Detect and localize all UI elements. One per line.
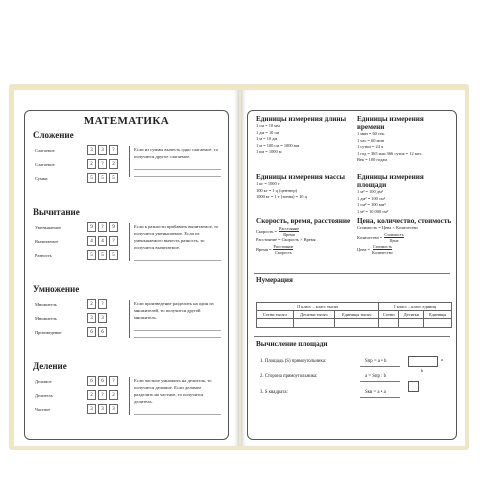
rule-text: Если произведение разделить на один из множителей, то получится другой множитель. bbox=[134, 301, 214, 320]
unit-line: 1 м = 10 дм bbox=[256, 136, 278, 142]
section-time-units bbox=[357, 115, 452, 164]
area-item-formula: Sкв = a • a bbox=[365, 390, 386, 395]
section-heading: Единицы измерения массы bbox=[256, 173, 346, 181]
numerator: Стоимость bbox=[372, 244, 393, 250]
term-label: Делимое bbox=[35, 378, 52, 384]
unit-line: 1 дм² = 100 см² bbox=[357, 195, 386, 201]
unit-line: 1 кг = 1000 г bbox=[256, 181, 280, 186]
value-cell: 3 bbox=[98, 404, 107, 414]
value-cell: 9 bbox=[87, 222, 96, 232]
column-header: Сотни тысяч bbox=[257, 311, 294, 319]
right-page-frame bbox=[247, 110, 457, 440]
value-cell: 5 bbox=[87, 173, 96, 183]
rule-note bbox=[129, 146, 221, 177]
writing-line bbox=[360, 381, 400, 382]
formula-lhs: Количество = bbox=[357, 235, 383, 241]
value-cell: 2 bbox=[109, 390, 118, 400]
value-cell: ? bbox=[109, 236, 118, 246]
unit-line: 1 дм = 10 см bbox=[256, 129, 280, 135]
writing-line bbox=[360, 397, 400, 398]
numerator: Расстояние bbox=[278, 225, 299, 231]
value-cell: 6 bbox=[87, 327, 96, 337]
column-header: Единицы bbox=[424, 311, 452, 319]
writing-line bbox=[360, 366, 400, 367]
value-cell: ? bbox=[98, 222, 107, 232]
formula-price bbox=[357, 244, 452, 256]
value-cell: 5 bbox=[98, 250, 107, 260]
unit-line: 100 кг = 1 ц (центнер) bbox=[256, 187, 298, 193]
unit-line: 1 час = 60 мин bbox=[357, 137, 385, 143]
section-heading: Единицы измерения длины bbox=[256, 115, 347, 123]
rule-note bbox=[129, 223, 221, 261]
term-label: Множитель bbox=[35, 301, 57, 307]
section-addition bbox=[33, 130, 223, 185]
numerator: Стоимость bbox=[384, 232, 404, 238]
value-cell: 2 bbox=[87, 390, 96, 400]
denominator: Цена bbox=[389, 238, 399, 244]
table-cell bbox=[424, 319, 452, 328]
section-length-units bbox=[256, 115, 351, 156]
table-cell bbox=[399, 319, 424, 328]
term-label: Слагаемое bbox=[35, 161, 55, 167]
unit-line: 1000 кг = 1 т (тонна) = 10 ц bbox=[256, 194, 307, 200]
section-heading: Вычитание bbox=[33, 207, 80, 217]
section-heading: Умножение bbox=[33, 284, 80, 294]
value-cell: ? bbox=[98, 390, 107, 400]
left-page bbox=[14, 90, 239, 446]
section-subtraction bbox=[33, 207, 223, 262]
section-division bbox=[33, 361, 223, 416]
side-label-b: b bbox=[421, 368, 424, 373]
value-cell: 2 bbox=[87, 299, 96, 309]
formula-time bbox=[256, 244, 351, 256]
numerator: Расстояние bbox=[273, 244, 294, 250]
value-cell: 3 bbox=[109, 404, 118, 414]
column-header: Десятки тысяч bbox=[293, 311, 335, 319]
fraction bbox=[384, 232, 403, 243]
divider bbox=[254, 336, 450, 337]
section-mass-units bbox=[256, 173, 351, 201]
value-cell: 2 bbox=[87, 159, 96, 169]
right-page bbox=[241, 90, 465, 446]
term-label: Уменьшаемое bbox=[35, 224, 62, 230]
term-label: Делитель bbox=[35, 392, 53, 398]
unit-line: 1 см² = 100 мм² bbox=[357, 202, 386, 208]
section-price bbox=[357, 217, 452, 256]
area-item-text: 3. S квадрата: bbox=[260, 390, 288, 395]
value-cell: 2 bbox=[109, 159, 118, 169]
value-cell: 5 bbox=[98, 173, 107, 183]
formula-lhs: Цена = bbox=[357, 247, 370, 253]
unit-line: 1 год = 365 или 366 суток = 12 мес. bbox=[357, 150, 423, 156]
area-item-formula: a = Sпр : b bbox=[365, 374, 386, 379]
table-row bbox=[257, 311, 452, 319]
term-label: Вычитаемое bbox=[35, 238, 59, 244]
section-heading: Скорость, время, расстояние bbox=[256, 217, 351, 225]
column-header: Десятки bbox=[399, 311, 424, 319]
section-area-calc bbox=[256, 340, 446, 348]
section-heading: Деление bbox=[33, 361, 67, 371]
unit-line: 1 см = 10 мм bbox=[256, 123, 280, 128]
table-row bbox=[257, 319, 452, 328]
unit-line: 1 сутки = 24 ч bbox=[357, 144, 384, 150]
table-cell bbox=[335, 319, 379, 328]
value-cell: 3 bbox=[87, 404, 96, 414]
formula-quantity bbox=[357, 232, 452, 244]
section-heading: Нумерация bbox=[256, 276, 293, 284]
column-header: Единицы тысяч bbox=[335, 311, 379, 319]
writing-lines bbox=[134, 408, 221, 415]
rule-text: Если частное умножить на делитель, то получится делимое. Если делимое разделить на частное, то получится делитель. bbox=[134, 378, 212, 404]
left-page-frame bbox=[24, 110, 229, 440]
writing-lines bbox=[134, 163, 221, 177]
divider bbox=[254, 273, 450, 274]
fraction bbox=[273, 244, 293, 255]
value-cell: 5 bbox=[109, 173, 118, 183]
column-header: Сотни bbox=[379, 311, 399, 319]
writing-lines bbox=[134, 254, 221, 261]
value-cell: 4 bbox=[98, 236, 107, 246]
value-cell: 6 bbox=[87, 376, 96, 386]
unit-line: 1 м² = 100 дм² bbox=[357, 189, 384, 194]
term-label: Произведение bbox=[35, 329, 62, 335]
value-cell: 5 bbox=[109, 250, 118, 260]
value-cell: 5 bbox=[87, 250, 96, 260]
value-cell: 4 bbox=[87, 236, 96, 246]
value-cell bbox=[109, 327, 118, 337]
value-cell bbox=[109, 299, 118, 309]
term-label: Множитель bbox=[35, 315, 57, 321]
value-cell: 3 bbox=[98, 145, 107, 155]
denominator: Количество bbox=[372, 250, 393, 256]
fraction bbox=[372, 244, 393, 255]
formula-lhs: Время = bbox=[256, 247, 272, 253]
formula-distance: Расстояние = Скорость × Время bbox=[256, 237, 316, 242]
denominator: Скорость bbox=[275, 250, 292, 256]
section-heading: Цена, количество, стоимость bbox=[357, 217, 452, 225]
value-cell: 3 bbox=[87, 313, 96, 323]
table-cell bbox=[293, 319, 335, 328]
value-cell bbox=[109, 313, 118, 323]
formula-cost: Стоимость = Цена × Количество bbox=[357, 225, 418, 230]
side-label-a: a bbox=[441, 357, 443, 362]
unit-line: 1 мин = 60 сек. bbox=[357, 131, 386, 136]
formula-lhs: Скорость = bbox=[256, 228, 277, 234]
term-label: Сумма bbox=[35, 175, 48, 181]
page-title: МАТЕМАТИКА bbox=[83, 115, 170, 127]
rule-text: Если из суммы вычесть одно слагаемое, то получится другое слагаемое. bbox=[134, 147, 219, 159]
table-row bbox=[257, 303, 452, 311]
rectangle-figure bbox=[408, 356, 438, 367]
class-header: I класс – класс единиц bbox=[379, 303, 452, 311]
value-cell: ? bbox=[98, 159, 107, 169]
area-item-text: 1. Площадь (S) прямоугольника: bbox=[260, 359, 327, 364]
section-heading: Единицы измерения времени bbox=[357, 115, 424, 131]
numeration-table bbox=[256, 302, 452, 328]
area-item-formula: Sпр = a • b bbox=[365, 359, 387, 364]
class-header: II класс – класс тысяч bbox=[257, 303, 379, 311]
rule-note bbox=[129, 300, 221, 338]
unit-line: 1 м² = 10 000 см² bbox=[357, 208, 389, 214]
table-cell bbox=[257, 319, 294, 328]
value-cell: 9 bbox=[109, 222, 118, 232]
section-heading: Единицы измерения площади bbox=[357, 173, 424, 189]
section-speed bbox=[256, 217, 351, 256]
value-cell: ? bbox=[109, 145, 118, 155]
term-label: Разность bbox=[35, 252, 52, 258]
section-heading: Вычисление площади bbox=[256, 340, 328, 348]
section-numeration bbox=[256, 276, 446, 284]
fraction bbox=[279, 226, 299, 237]
formula-speed bbox=[256, 225, 351, 237]
square-figure bbox=[408, 381, 419, 392]
value-cell: 6 bbox=[98, 376, 107, 386]
value-cell: 6 bbox=[98, 327, 107, 337]
unit-line: 1 км = 1000 м bbox=[256, 149, 282, 155]
unit-line: 1 м = 100 см = 1000 мм bbox=[256, 142, 300, 148]
value-cell: 3 bbox=[87, 145, 96, 155]
rule-text: Если к разности прибавить вычитаемое, то получится уменьшаемое. Если из уменьшаемого вычесть разность, то получится вычитаемое. bbox=[134, 224, 219, 250]
denominator: Время bbox=[283, 231, 295, 237]
term-label: Слагаемое bbox=[35, 147, 55, 153]
term-label: Частное bbox=[35, 406, 51, 412]
writing-lines bbox=[134, 324, 221, 338]
unit-line: Век = 100 годам bbox=[357, 157, 388, 163]
rule-note bbox=[129, 377, 221, 415]
value-cell: 3 bbox=[98, 313, 107, 323]
section-area-units bbox=[357, 173, 452, 215]
area-item-text: 2. Сторона прямоугольника: bbox=[260, 374, 318, 379]
section-multiplication bbox=[33, 284, 223, 339]
value-cell: ? bbox=[98, 299, 107, 309]
value-cell: ? bbox=[109, 376, 118, 386]
section-heading: Сложение bbox=[33, 130, 74, 140]
table-cell bbox=[379, 319, 399, 328]
